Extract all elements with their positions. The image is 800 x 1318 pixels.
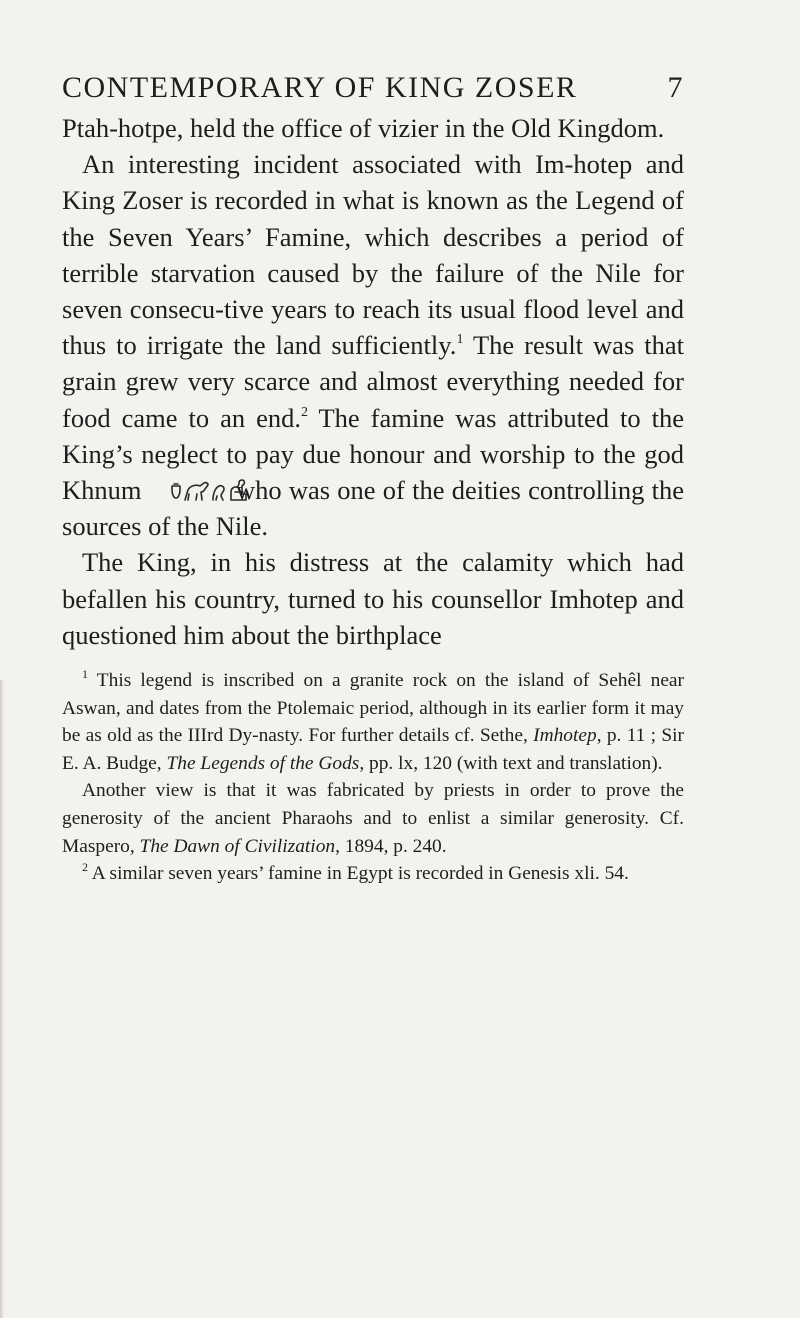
paragraph-3: The King, in his distress at the calamity which had befallen his country, turned to his counsellor Imhotep and questioned him about the birthplace [62,547,684,650]
footnote-1-mark: 1 [82,667,88,682]
footnote-2 [62,860,684,888]
page-spine-shadow [0,680,4,1318]
footnote-2-text: A similar seven years’ famine in Egypt is recorded in Genesis xli. 54. [91,863,629,885]
paragraph-2 [62,146,684,544]
footnote-1b-title-dawn: The Dawn of Civilization [139,835,336,857]
footnote-1-text-3: , pp. lx, 120 (with text and translation). [359,752,663,774]
page-number: 7 [667,71,684,104]
footnotes [62,667,684,888]
footnote-1-continued [62,777,684,860]
hieroglyph-khnum-icon [149,476,229,504]
paragraph-2-text-c: The famine was attributed to the King’s neglect to pay due honour and worship to the god Khnum [62,402,684,506]
footnote-ref-1: 1 [456,332,464,348]
footnote-ref-2: 2 [300,404,308,420]
paragraph-2-text-d: who was one of the deities controlling the sources of the Nile. [62,475,684,542]
footnote-1-text: This legend is inscribed on a granite rock on the island of Sehêl near Aswan, and dates from the Ptolemaic period, although in its earlier form it may be as old as the IIIrd Dy-nasty. For further details cf. Sethe, [62,670,684,747]
running-header [62,70,684,110]
footnote-1-text-2: , p. 11 ; Sir E. A. Budge, [62,725,685,774]
paragraph-1: Ptah-hotpe, held the office of vizier in the Old Kingdom. [62,113,665,143]
footnote-1 [62,667,684,777]
footnote-1-title-legends: The Legends of the Gods [166,752,360,774]
footnote-1b-text-2: , 1894, p. 240. [335,835,447,857]
paragraph-2-text-a: An interesting incident associated with Im-hotep and King Zoser is recorded in what is known as the Legend of the Seven Years’ Famine, which describes a period of terrible starvation caused by the failure of the Nile for seven consecu-tive years to reach its usual flood level and thus to irrigate the land sufficiently. [62,149,684,361]
footnote-2-mark: 2 [82,860,88,875]
book-page [62,70,684,888]
main-text [62,110,684,653]
paragraph-2-text-b: The result was that grain grew very scarce and almost everything needed for food came to an end. [62,330,684,433]
footnote-1-title-imhotep: Imhotep [533,725,597,747]
running-title: CONTEMPORARY OF KING ZOSER [62,71,578,104]
footnote-1b-text: Another view is that it was fabricated by priests in order to prove the generosity of the ancient Pharaohs and to enlist a similar generosity. Cf. Maspero, [62,780,684,857]
